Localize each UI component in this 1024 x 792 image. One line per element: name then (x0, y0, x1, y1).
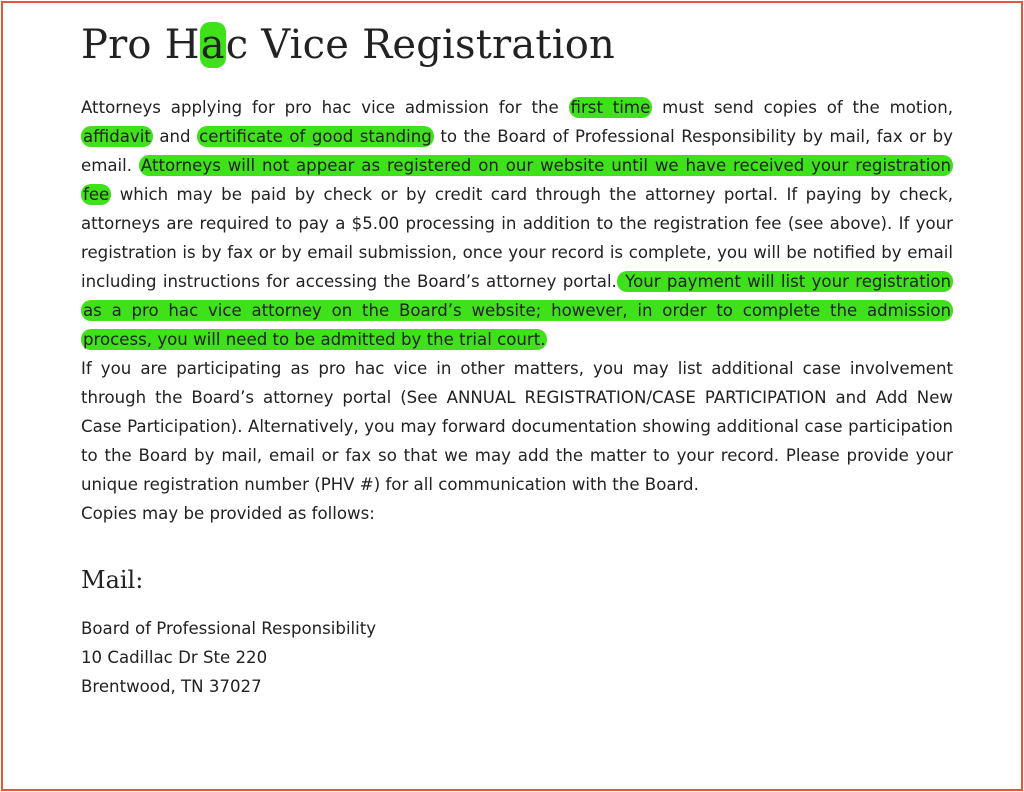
registration-paragraph (81, 93, 953, 354)
highlight-affidavit: affidavit (83, 127, 151, 146)
title-part-1: Pro H (81, 22, 200, 68)
title-part-2: c Vice Registration (225, 22, 615, 68)
para1-text-5: which may be paid by check or by credit card through the attorney portal. If paying by check, attorneys are required to pay a $5.00 processing in addition to the registration fee (see above). If your registration is by fax or by email submission, once your record is complete, you will be notified by email including instructions for accessing the Board’s attorney portal. (81, 185, 953, 291)
highlight-payment-notice: Your payment will list your registration as a pro hac vice attorney on the Board’s website; however, in order to complete the admission process, you will need to be admitted by the trial court. (83, 272, 951, 349)
case-participation-paragraph: If you are participating as pro hac vice in other matters, you may list additional case involvement through the Board’s attorney portal (See ANNUAL REGISTRATION/CASE PARTICIPATION and Add New Case Participation). Alternatively, you may forward documentation showing additional case participation to the Board by mail, email or fax so that we may add the matter to your record. Please provide your unique registration number (PHV #) for all communication with the Board. (81, 359, 953, 494)
highlight-registration-fee: Attorneys will not appear as registered on our website until we have received your registration fee (83, 156, 951, 204)
copies-paragraph: Copies may be provided as follows: (81, 504, 375, 523)
para1-text-4: to the Board of Professional Responsibility by mail, fax or by email. (81, 127, 954, 175)
document-content (81, 19, 953, 701)
para1-text-1: Attorneys applying for pro hac vice admission for the (81, 98, 569, 117)
address-line-2: 10 Cadillac Dr Ste 220 (81, 648, 268, 667)
highlight-certificate: certificate of good standing (199, 127, 432, 146)
para1-text-3: and (152, 127, 198, 146)
para1-text-2: must send copies of the motion, (652, 98, 953, 117)
address-line-3: Brentwood, TN 37027 (81, 677, 262, 696)
page-title (81, 19, 953, 71)
address-line-1: Board of Professional Responsibility (81, 619, 377, 638)
mailing-address (81, 614, 953, 701)
mail-heading: Mail: (81, 566, 144, 594)
title-highlighted-char: a (200, 22, 225, 68)
page-frame (1, 1, 1023, 791)
highlight-first-time: first time (570, 98, 651, 117)
